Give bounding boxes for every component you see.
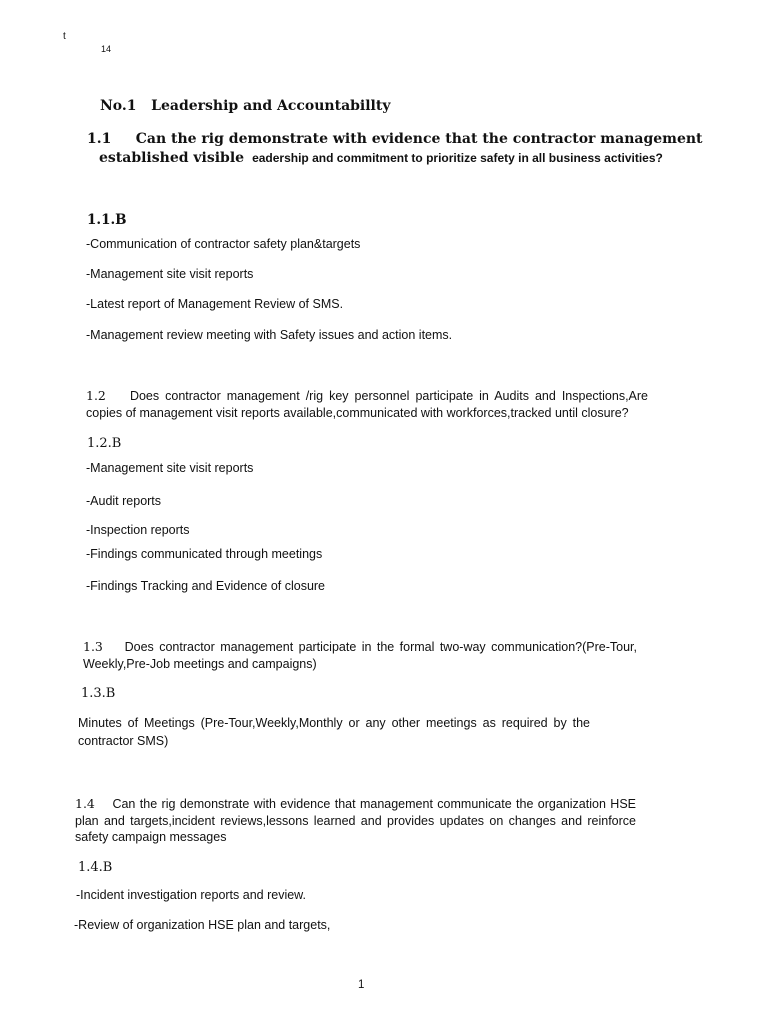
list-item: -Management site visit reports [86,267,254,281]
list-item: -Findings Tracking and Evidence of closure [86,579,326,593]
section-number: No.1 [100,98,137,114]
heading-1-1-b: 1.1.B [87,212,127,228]
section-title [100,98,390,114]
heading-1-2-b: 1.2.B [87,436,122,451]
heading-1-3-b: 1.3.B [81,686,116,701]
question-1-1-text-line1: Can the rig demonstrate with evidence that the contractor management [135,131,703,147]
list-item: -Audit reports [86,494,162,508]
list-item: -Review of organization HSE plan and targets, [74,918,331,932]
list-item: -Incident investigation reports and review. [76,888,306,902]
question-1-1-number: 1.1 [87,131,112,147]
section-title-text: Leadership and Accountabillty [151,98,391,114]
question-1-2 [86,388,648,421]
question-1-3 [83,639,637,672]
question-1-1-text-rest: eadership and commitment to prioritize safety in all business activities? [252,151,663,165]
question-1-4 [75,796,636,846]
question-1-1-text-bold: established visible [99,150,245,166]
page-number: 1 [358,979,365,991]
list-item: -Inspection reports [86,523,190,537]
list-item: -Management site visit reports [86,461,254,475]
header-code: 14 [101,44,112,54]
question-1-3-number: 1.3 [83,639,103,654]
heading-1-4-b: 1.4.B [78,860,113,875]
list-item: -Findings communicated through meetings [86,547,323,561]
header-mark: t [63,31,66,42]
question-1-4-text: Can the rig demonstrate with evidence that management communicate the organization HSE plan and targets,incident reviews,lessons learned and provides updates on changes and reinforce safety campaign messages [75,797,636,844]
list-item: -Communication of contractor safety plan&targets [86,237,361,251]
answer-1-3-b: Minutes of Meetings (Pre-Tour,Weekly,Monthly or any other meetings as required by the contractor SMS) [78,716,590,748]
list-item: -Latest report of Management Review of SMS. [86,297,344,311]
question-1-2-number: 1.2 [86,388,106,403]
question-1-3-text: Does contractor management participate in the formal two-way communication?(Pre-Tour, Weekly,Pre-Job meetings and campaigns) [83,640,637,671]
question-1-1-line1 [87,131,703,147]
question-1-4-number: 1.4 [75,796,95,811]
question-1-1-line2 [99,149,663,167]
question-1-2-text: Does contractor management /rig key personnel participate in Audits and Inspections,Are copies of management visit reports available,communicated with workforces,tracked until closure? [86,389,648,420]
list-item: -Management review meeting with Safety issues and action items. [86,328,453,342]
